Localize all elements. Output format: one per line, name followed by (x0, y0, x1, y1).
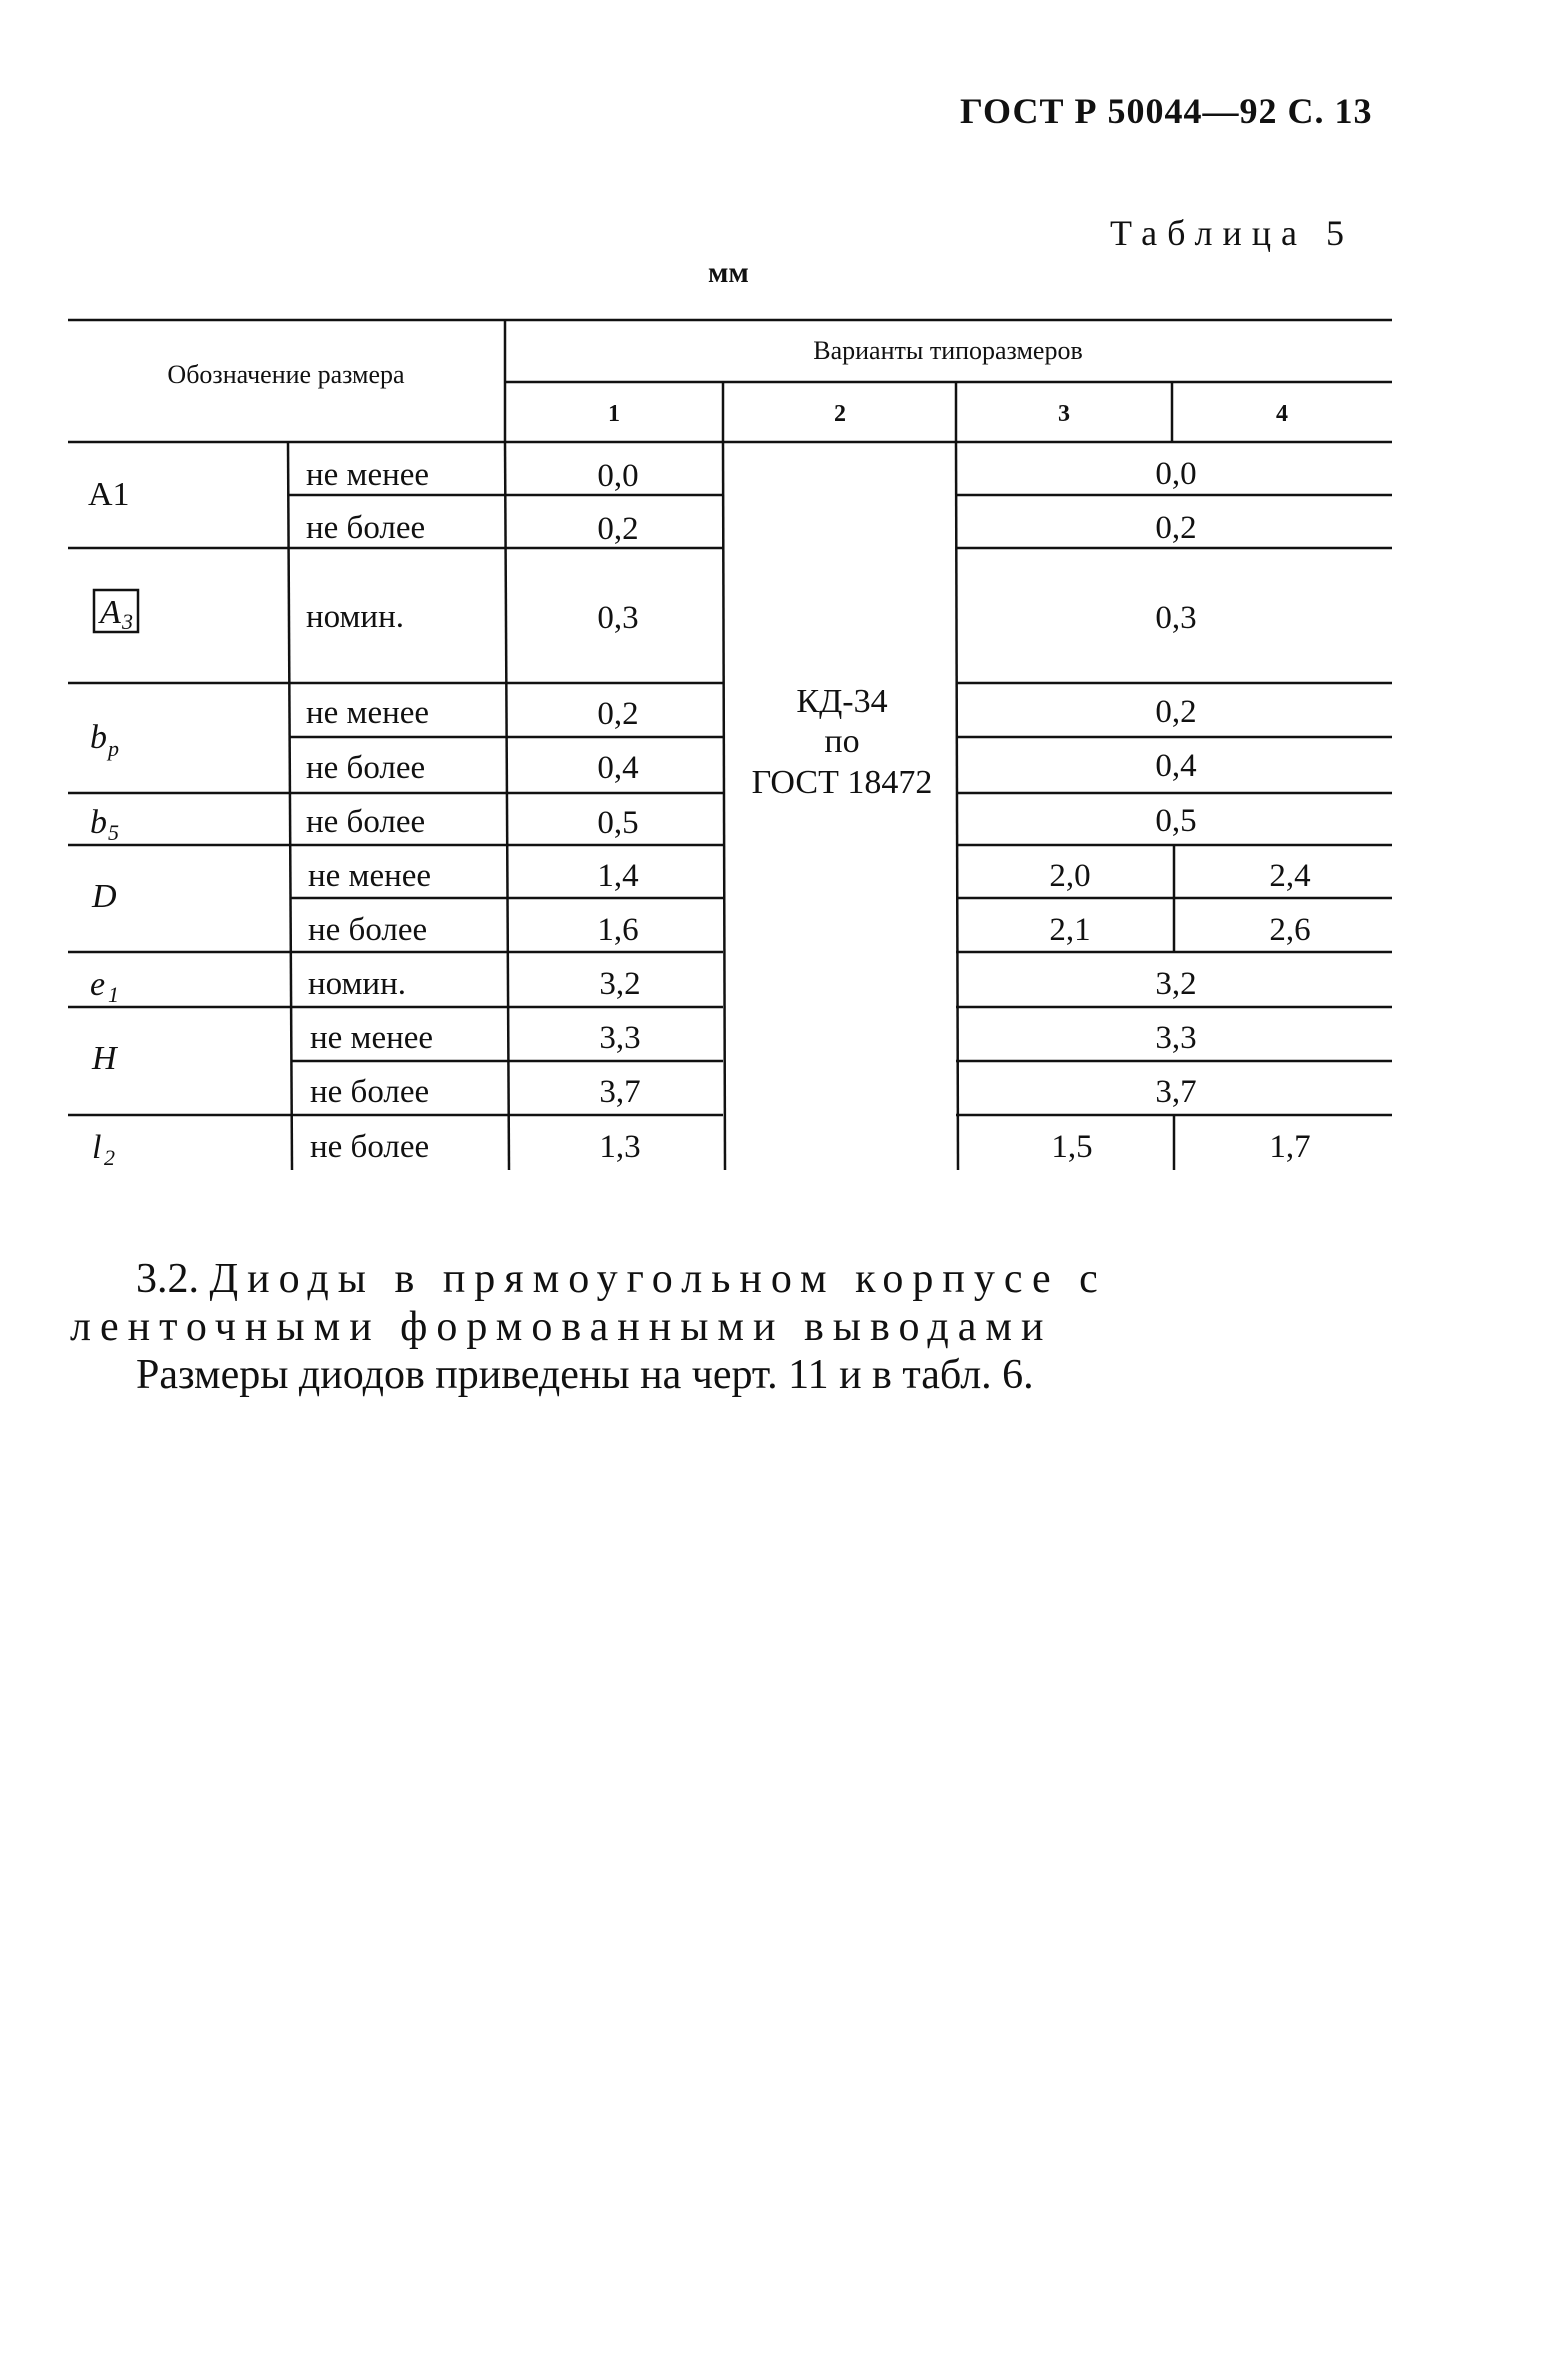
value-v1: 1,4 (597, 858, 639, 894)
limit-label: не менее (308, 858, 432, 894)
symbol-l2-sub: 2 (104, 1145, 115, 1170)
value-v3: 2,0 (1049, 858, 1091, 894)
merged-col2-line3: ГОСТ 18472 (751, 764, 933, 801)
symbol-a3-sub: 3 (122, 609, 133, 634)
symbol-l2: l (92, 1129, 102, 1166)
merged-col2-line2: по (824, 723, 860, 760)
variant-number-4: 4 (1276, 401, 1288, 427)
value-v1: 0,5 (597, 805, 639, 841)
symbol-bp-sub: p (108, 736, 119, 761)
section-number: 3.2. (136, 1256, 199, 1302)
section-body: Размеры диодов приведены на черт. 11 и в табл. 6. (136, 1352, 1034, 1398)
value-v34: 0,2 (1155, 694, 1197, 730)
symbol-a3: A (100, 594, 121, 631)
value-v1: 1,6 (597, 912, 639, 948)
symbol-a3-boxed (94, 590, 138, 634)
symbol-bp: b (90, 719, 107, 756)
limit-label: номин. (308, 966, 406, 1002)
variant-number-2: 2 (834, 401, 846, 427)
limit-label: номин. (306, 599, 404, 635)
variant-number-1: 1 (608, 401, 620, 427)
value-v34: 0,5 (1155, 803, 1197, 839)
symbol-h: H (92, 1040, 117, 1077)
symbol-a1: A1 (88, 476, 130, 513)
value-v1: 0,2 (597, 511, 639, 547)
value-v1: 0,2 (597, 696, 639, 732)
value-v3: 1,5 (1051, 1129, 1093, 1165)
value-v34: 3,7 (1155, 1074, 1197, 1110)
section-title-line1 (70, 1255, 1390, 1303)
limit-label: не менее (310, 1020, 434, 1056)
limit-label: не более (308, 912, 428, 948)
value-v1: 0,4 (597, 750, 639, 786)
value-v1: 1,3 (599, 1129, 641, 1165)
value-v4: 2,6 (1269, 912, 1311, 948)
symbol-d: D (92, 878, 117, 915)
symbol-b5-sub: 5 (108, 820, 119, 845)
value-v34: 0,2 (1155, 510, 1197, 546)
value-v1: 3,2 (599, 966, 641, 1002)
limit-label: не менее (306, 695, 430, 731)
value-v1: 0,3 (597, 600, 639, 636)
value-v34: 0,3 (1155, 600, 1197, 636)
limit-label: не более (310, 1074, 430, 1110)
value-v1: 0,0 (597, 458, 639, 494)
section-title-part1: Диоды в прямоугольном корпусе с (209, 1256, 1107, 1302)
header-variants: Варианты типоразмеров (813, 336, 1083, 365)
value-v4: 1,7 (1269, 1129, 1311, 1165)
limit-label: не более (306, 804, 426, 840)
limit-label: не более (310, 1129, 430, 1165)
merged-col2-line1: КД-34 (796, 683, 888, 720)
symbol-e1-sub: 1 (108, 982, 119, 1007)
value-v4: 2,4 (1269, 858, 1311, 894)
document-header: ГОСТ Р 50044—92 С. 13 (960, 91, 1373, 131)
variant-number-3: 3 (1058, 401, 1070, 427)
header-designation: Обозначение размера (167, 360, 405, 389)
symbol-e1: e (90, 966, 106, 1003)
symbol-b5: b (90, 804, 107, 841)
value-v3: 2,1 (1049, 912, 1091, 948)
section-title-line2: ленточными формованными выводами (70, 1304, 1053, 1350)
value-v34: 0,4 (1155, 748, 1197, 784)
table-units: мм (708, 256, 749, 289)
section-text (70, 1255, 1390, 1399)
limit-label: не менее (306, 457, 430, 493)
value-v1: 3,3 (599, 1020, 641, 1056)
value-v34: 3,3 (1155, 1020, 1197, 1056)
value-v34: 0,0 (1155, 456, 1197, 492)
table-label: Таблица 5 (1110, 213, 1354, 253)
value-v1: 3,7 (599, 1074, 641, 1110)
limit-label: не более (306, 750, 426, 786)
limit-label: не более (306, 510, 426, 546)
value-v34: 3,2 (1155, 966, 1197, 1002)
